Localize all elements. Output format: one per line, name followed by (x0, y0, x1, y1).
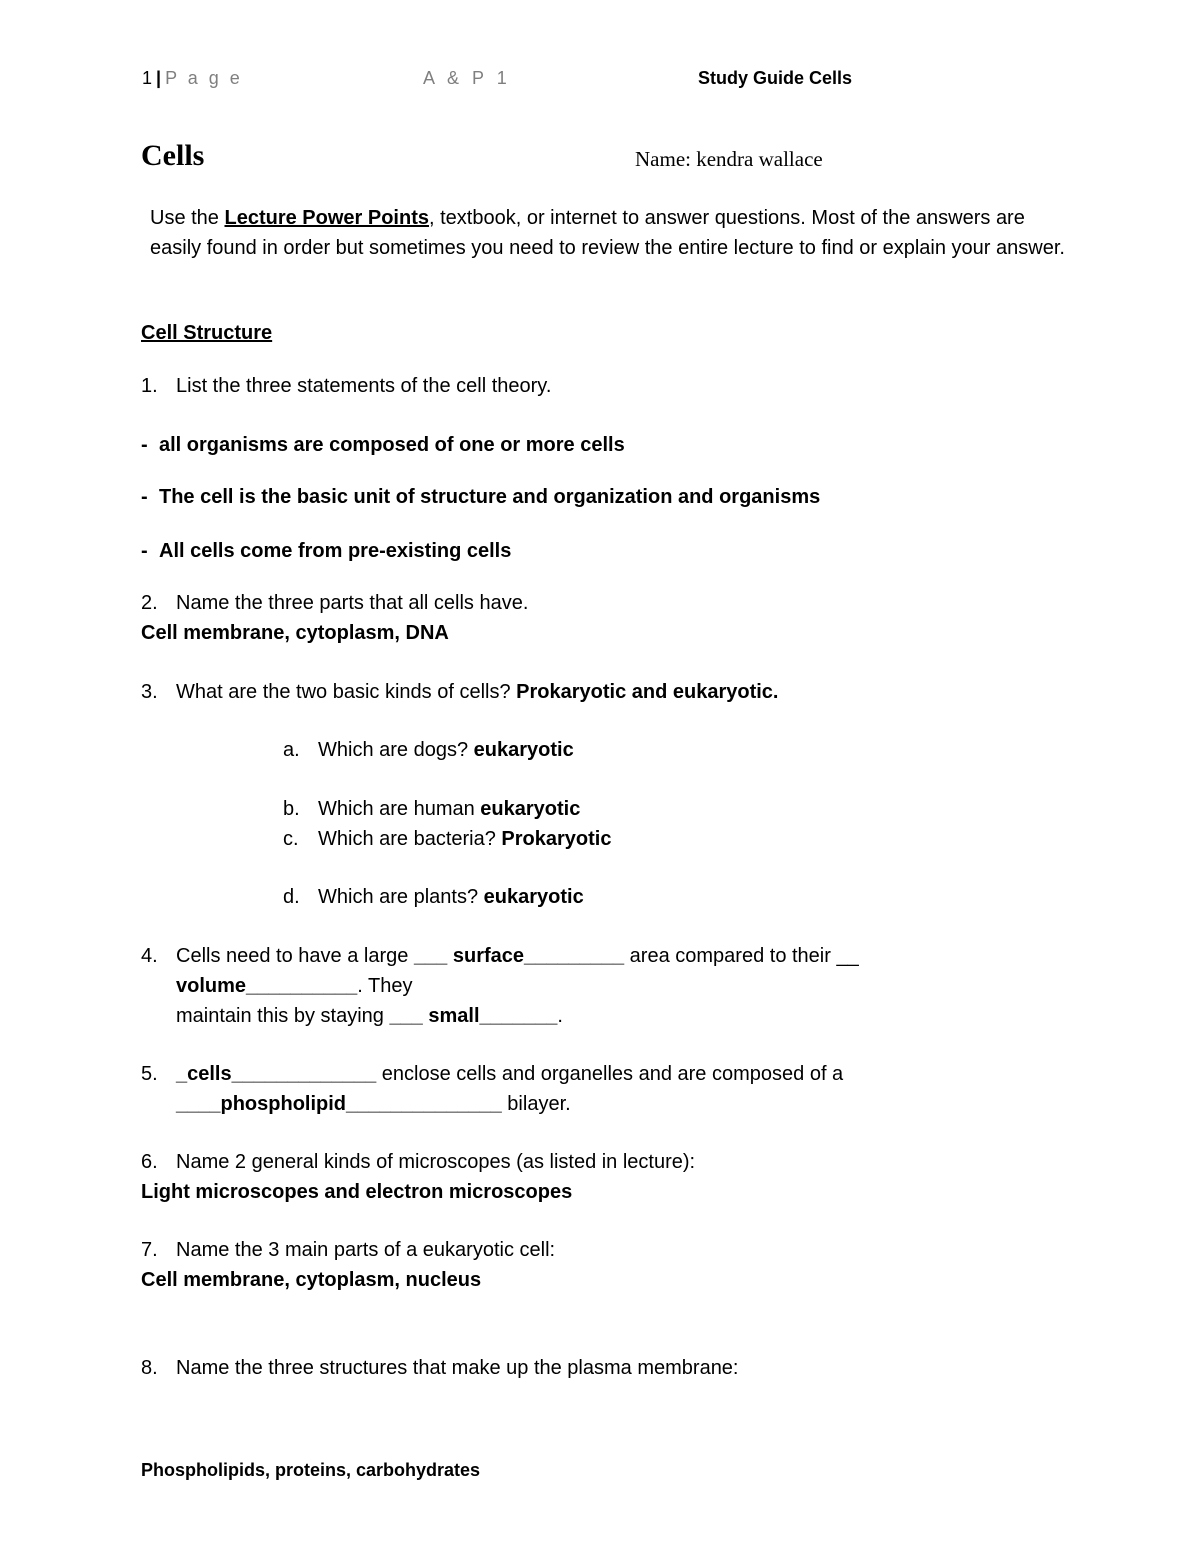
question-4-line3: maintain this by staying ___ small_______. (176, 1005, 563, 1027)
answer-2: Cell membrane, cytoplasm, DNA (141, 622, 449, 644)
question-1: 1. List the three statements of the cell theory. (141, 375, 552, 397)
answer-1b: - The cell is the basic unit of structure and organization and organisms (141, 486, 821, 508)
question-6: 6. Name 2 general kinds of microscopes (as listed in lecture): (141, 1151, 696, 1173)
answer-1c: - All cells come from pre-existing cells (141, 540, 512, 562)
lecture-link: Lecture Power Points (224, 207, 429, 229)
question-4: 4. Cells need to have a large ___ surface_________ area compared to their __ (141, 945, 859, 967)
question-5-line2: ____phospholipid______________ bilayer. (176, 1093, 571, 1115)
question-2: 2. Name the three parts that all cells have. (141, 592, 529, 614)
question-3: 3. What are the two basic kinds of cells? Prokaryotic and eukaryotic. (141, 681, 779, 703)
header-title: Study Guide Cells (698, 68, 853, 88)
answer-1a: - all organisms are composed of one or more cells (141, 434, 625, 456)
page-title: Cells (141, 139, 205, 172)
answer-8: Phospholipids, proteins, carbohydrates (141, 1460, 481, 1480)
answer-7: Cell membrane, cytoplasm, nucleus (141, 1269, 482, 1291)
answer-6: Light microscopes and electron microscopes (141, 1181, 573, 1203)
course-label: A & P 1 (423, 68, 511, 88)
question-4-line2: volume__________. They (176, 975, 413, 997)
question-7: 7. Name the 3 main parts of a eukaryotic cell: (141, 1239, 556, 1261)
question-3c: c. Which are bacteria? Prokaryotic (283, 828, 612, 850)
question-3d: d. Which are plants? eukaryotic (283, 886, 584, 908)
instructions: Use the Lecture Power Points, textbook, or internet to answer questions. Most of the answers are easily found in order but sometimes you need to review the entire lecture to find or explain your answer. (150, 207, 1065, 259)
section-heading: Cell Structure (141, 322, 273, 344)
question-8: 8. Name the three structures that make up the plasma membrane: (141, 1357, 739, 1379)
question-5: 5. _cells_____________ enclose cells and organelles and are composed of a (141, 1063, 844, 1085)
page-number: 1 | P a g e (142, 68, 243, 88)
question-3b: b. Which are human eukaryotic (283, 798, 581, 820)
question-3a: a. Which are dogs? eukaryotic (283, 739, 574, 761)
student-name: Name: kendra wallace (635, 147, 823, 171)
